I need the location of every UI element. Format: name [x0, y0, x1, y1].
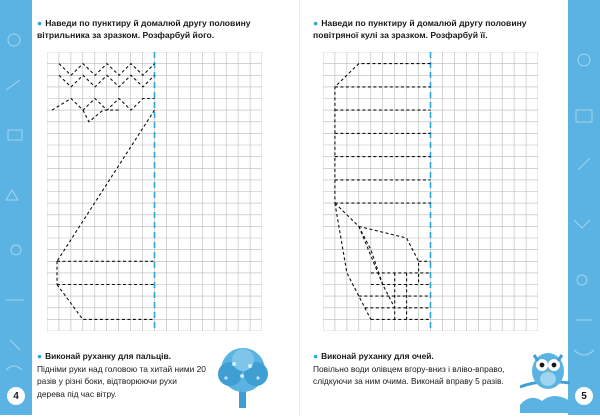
school-doodles-left	[0, 0, 32, 415]
exercise-text-left: Підніми руки над головою та хитай ними 20 разів у різні боки, відтворюючи рухи дерева під час вітру.	[37, 363, 206, 399]
exercise-left	[37, 350, 207, 400]
page-number-left: 4	[7, 387, 25, 405]
exercise-right	[313, 350, 518, 388]
right-side-band	[568, 0, 600, 415]
task-text-right: Наведи по пунктиру й домалюй другу половину повітряної кулі за зразком. Розфарбуй її.	[313, 18, 527, 40]
bullet-icon: ●	[313, 18, 319, 28]
school-doodles-right	[568, 0, 600, 415]
task-instruction-left	[37, 17, 277, 41]
left-side-band	[0, 0, 32, 415]
exercise-text-right: Повільно води олівцем вгору-вниз і вліво-вправо, слідкуючи за ним очима. Виконай вправу 5 разів.	[313, 363, 505, 386]
bullet-icon: ●	[313, 351, 319, 361]
sailboat-grid	[47, 52, 262, 331]
bullet-icon: ●	[37, 18, 43, 28]
task-text-left: Наведи по пунктиру й домалюй другу половину вітрильника за зразком. Розфарбуй його.	[37, 18, 251, 40]
task-instruction-right	[313, 17, 553, 41]
exercise-title-right: Виконай руханку для очей.	[321, 351, 434, 361]
page-divider	[299, 0, 300, 415]
tree-illustration-icon	[212, 346, 274, 410]
balloon-grid	[323, 52, 538, 331]
bullet-icon: ●	[37, 351, 43, 361]
owl-illustration-icon	[520, 343, 570, 413]
exercise-title-left: Виконай руханку для пальців.	[45, 351, 171, 361]
page-number-right: 5	[575, 387, 593, 405]
